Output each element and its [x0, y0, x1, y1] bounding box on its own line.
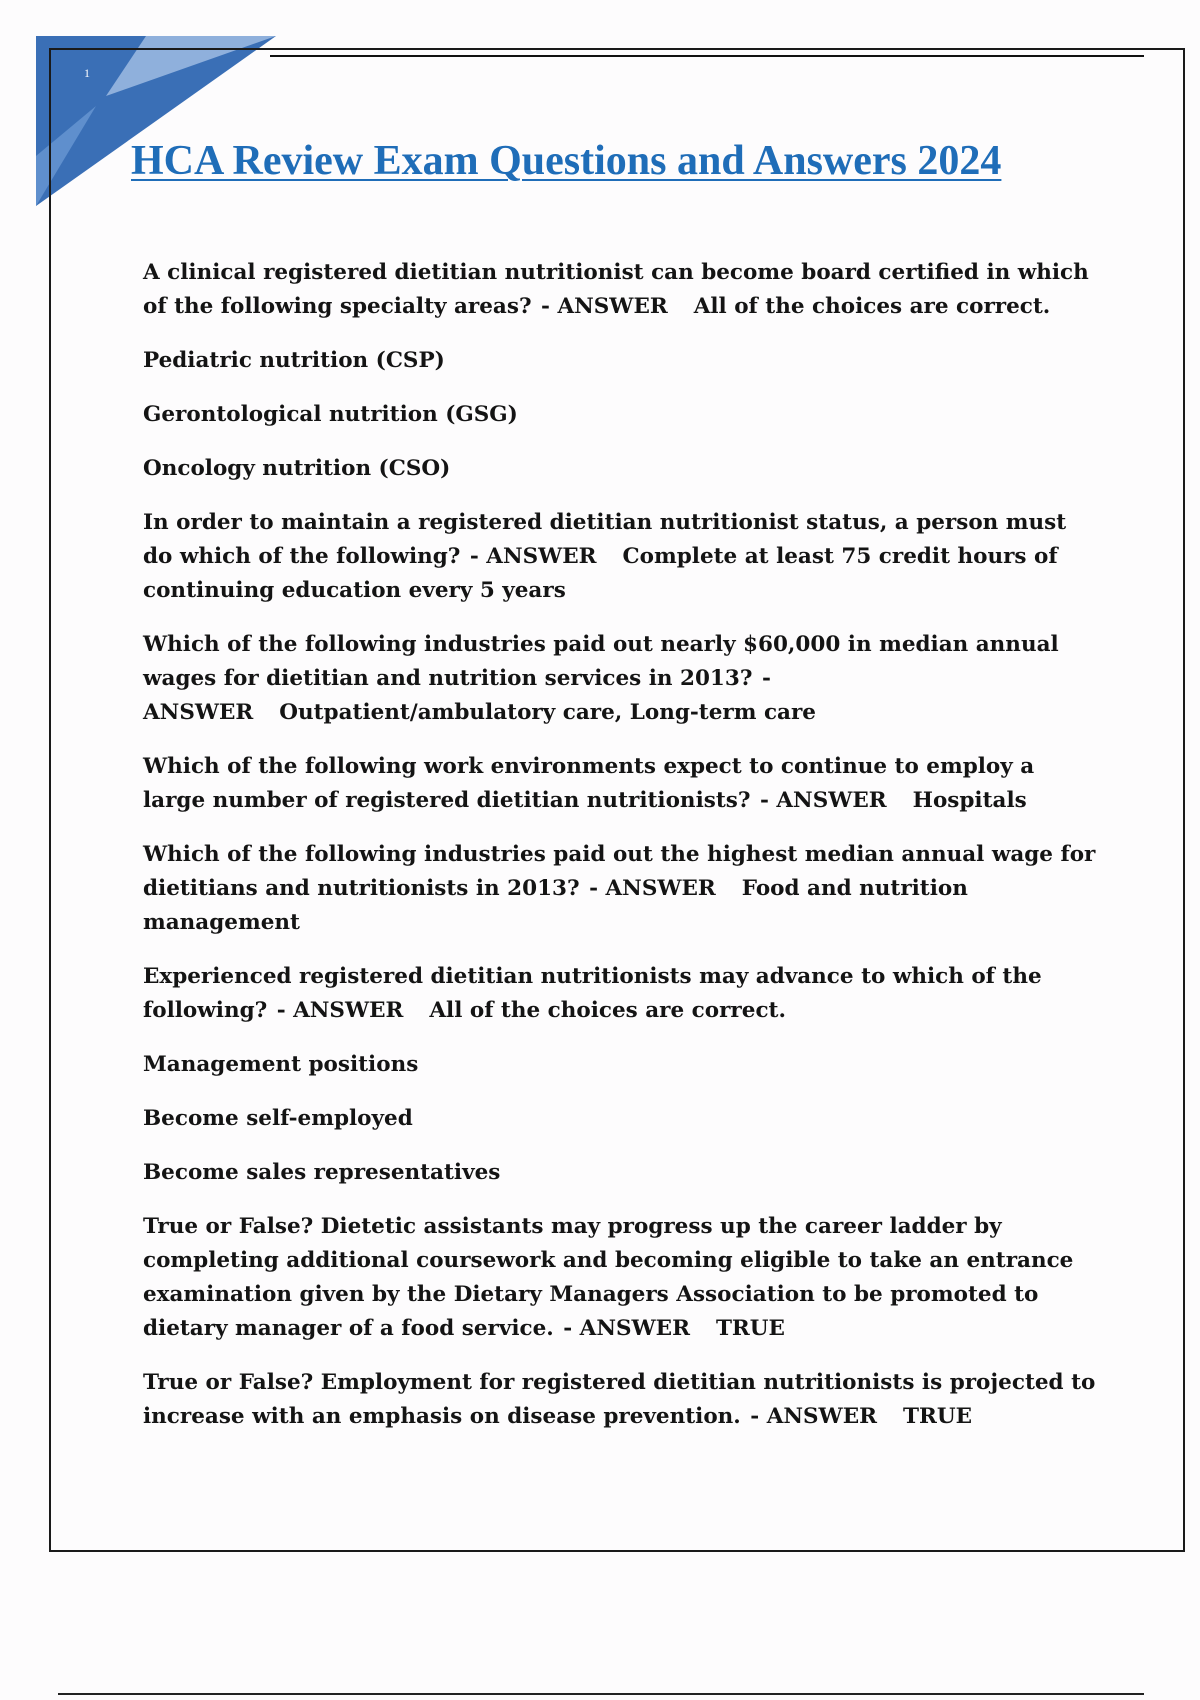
answer-tag: - ANSWER: [742, 1404, 877, 1429]
answer-text: Food and nutrition management: [143, 876, 968, 935]
answer-tag: - ANSWER: [269, 998, 404, 1023]
answer-tag: - ANSWER: [555, 1316, 690, 1341]
qa-item: [143, 1210, 1103, 1346]
footer-rule: [58, 1693, 1144, 1695]
question-text: Which of the following industries paid out nearly $60,000 in median annual wages for dietitian and nutrition services in 2013?: [143, 632, 1059, 691]
qa-item: [143, 750, 1103, 818]
answer-tag: - ANSWER: [581, 876, 716, 901]
qa-content: [143, 256, 1103, 1454]
question-text: True or False? Dietetic assistants may progress up the career ladder by completing additional coursework and becoming eligible to take an entrance examination given by the Dietary Managers Association to be promoted to dietary manager of a food service.: [143, 1214, 1074, 1341]
question-text: Which of the following work environments expect to continue to employ a large number of registered dietitian nutritionists?: [143, 754, 1035, 813]
answer-text: TRUE: [715, 1316, 785, 1341]
option-item: Management positions: [143, 1052, 419, 1077]
answer-tag: - ANSWER: [533, 294, 668, 319]
page-number: 1: [84, 66, 90, 80]
question-text: A clinical registered dietitian nutritionist can become board certified in which of the following specialty areas?: [143, 260, 1089, 319]
question-text: True or False? Employment for registered dietitian nutritionists is projected to increase with an emphasis on disease prevention.: [143, 1370, 1096, 1429]
qa-item: [143, 838, 1103, 940]
qa-item: [143, 256, 1103, 324]
answer-text: Complete at least 75 credit hours of continuing education every 5 years: [143, 544, 1058, 603]
option-item: Gerontological nutrition (GSG): [143, 402, 518, 427]
question-text: Which of the following industries paid out the highest median annual wage for dietitians and nutritionists in 2013?: [143, 842, 1096, 901]
qa-item: [143, 1366, 1103, 1434]
option-item: Become sales representatives: [143, 1160, 501, 1185]
option-item: Pediatric nutrition (CSP): [143, 348, 445, 373]
qa-item: [143, 628, 1103, 730]
answer-text: Hospitals: [912, 788, 1027, 813]
option-item: Oncology nutrition (CSO): [143, 456, 451, 481]
answer-tag: - ANSWER: [143, 666, 771, 725]
qa-item: [143, 960, 1103, 1028]
answer-tag: - ANSWER: [752, 788, 887, 813]
answer-text: TRUE: [902, 1404, 972, 1429]
question-text: In order to maintain a registered dietitian nutritionist status, a person must do which of the following?: [143, 510, 1067, 569]
question-text: Experienced registered dietitian nutritionists may advance to which of the following?: [143, 964, 1042, 1023]
answer-text: Outpatient/ambulatory care, Long-term care: [279, 700, 816, 725]
answer-text: All of the choices are correct.: [429, 998, 786, 1023]
qa-item: [143, 506, 1103, 608]
option-item: Become self-employed: [143, 1106, 413, 1131]
document-title: HCA Review Exam Questions and Answers 2024: [131, 138, 1002, 184]
answer-text: All of the choices are correct.: [693, 294, 1051, 319]
answer-tag: - ANSWER: [462, 544, 597, 569]
